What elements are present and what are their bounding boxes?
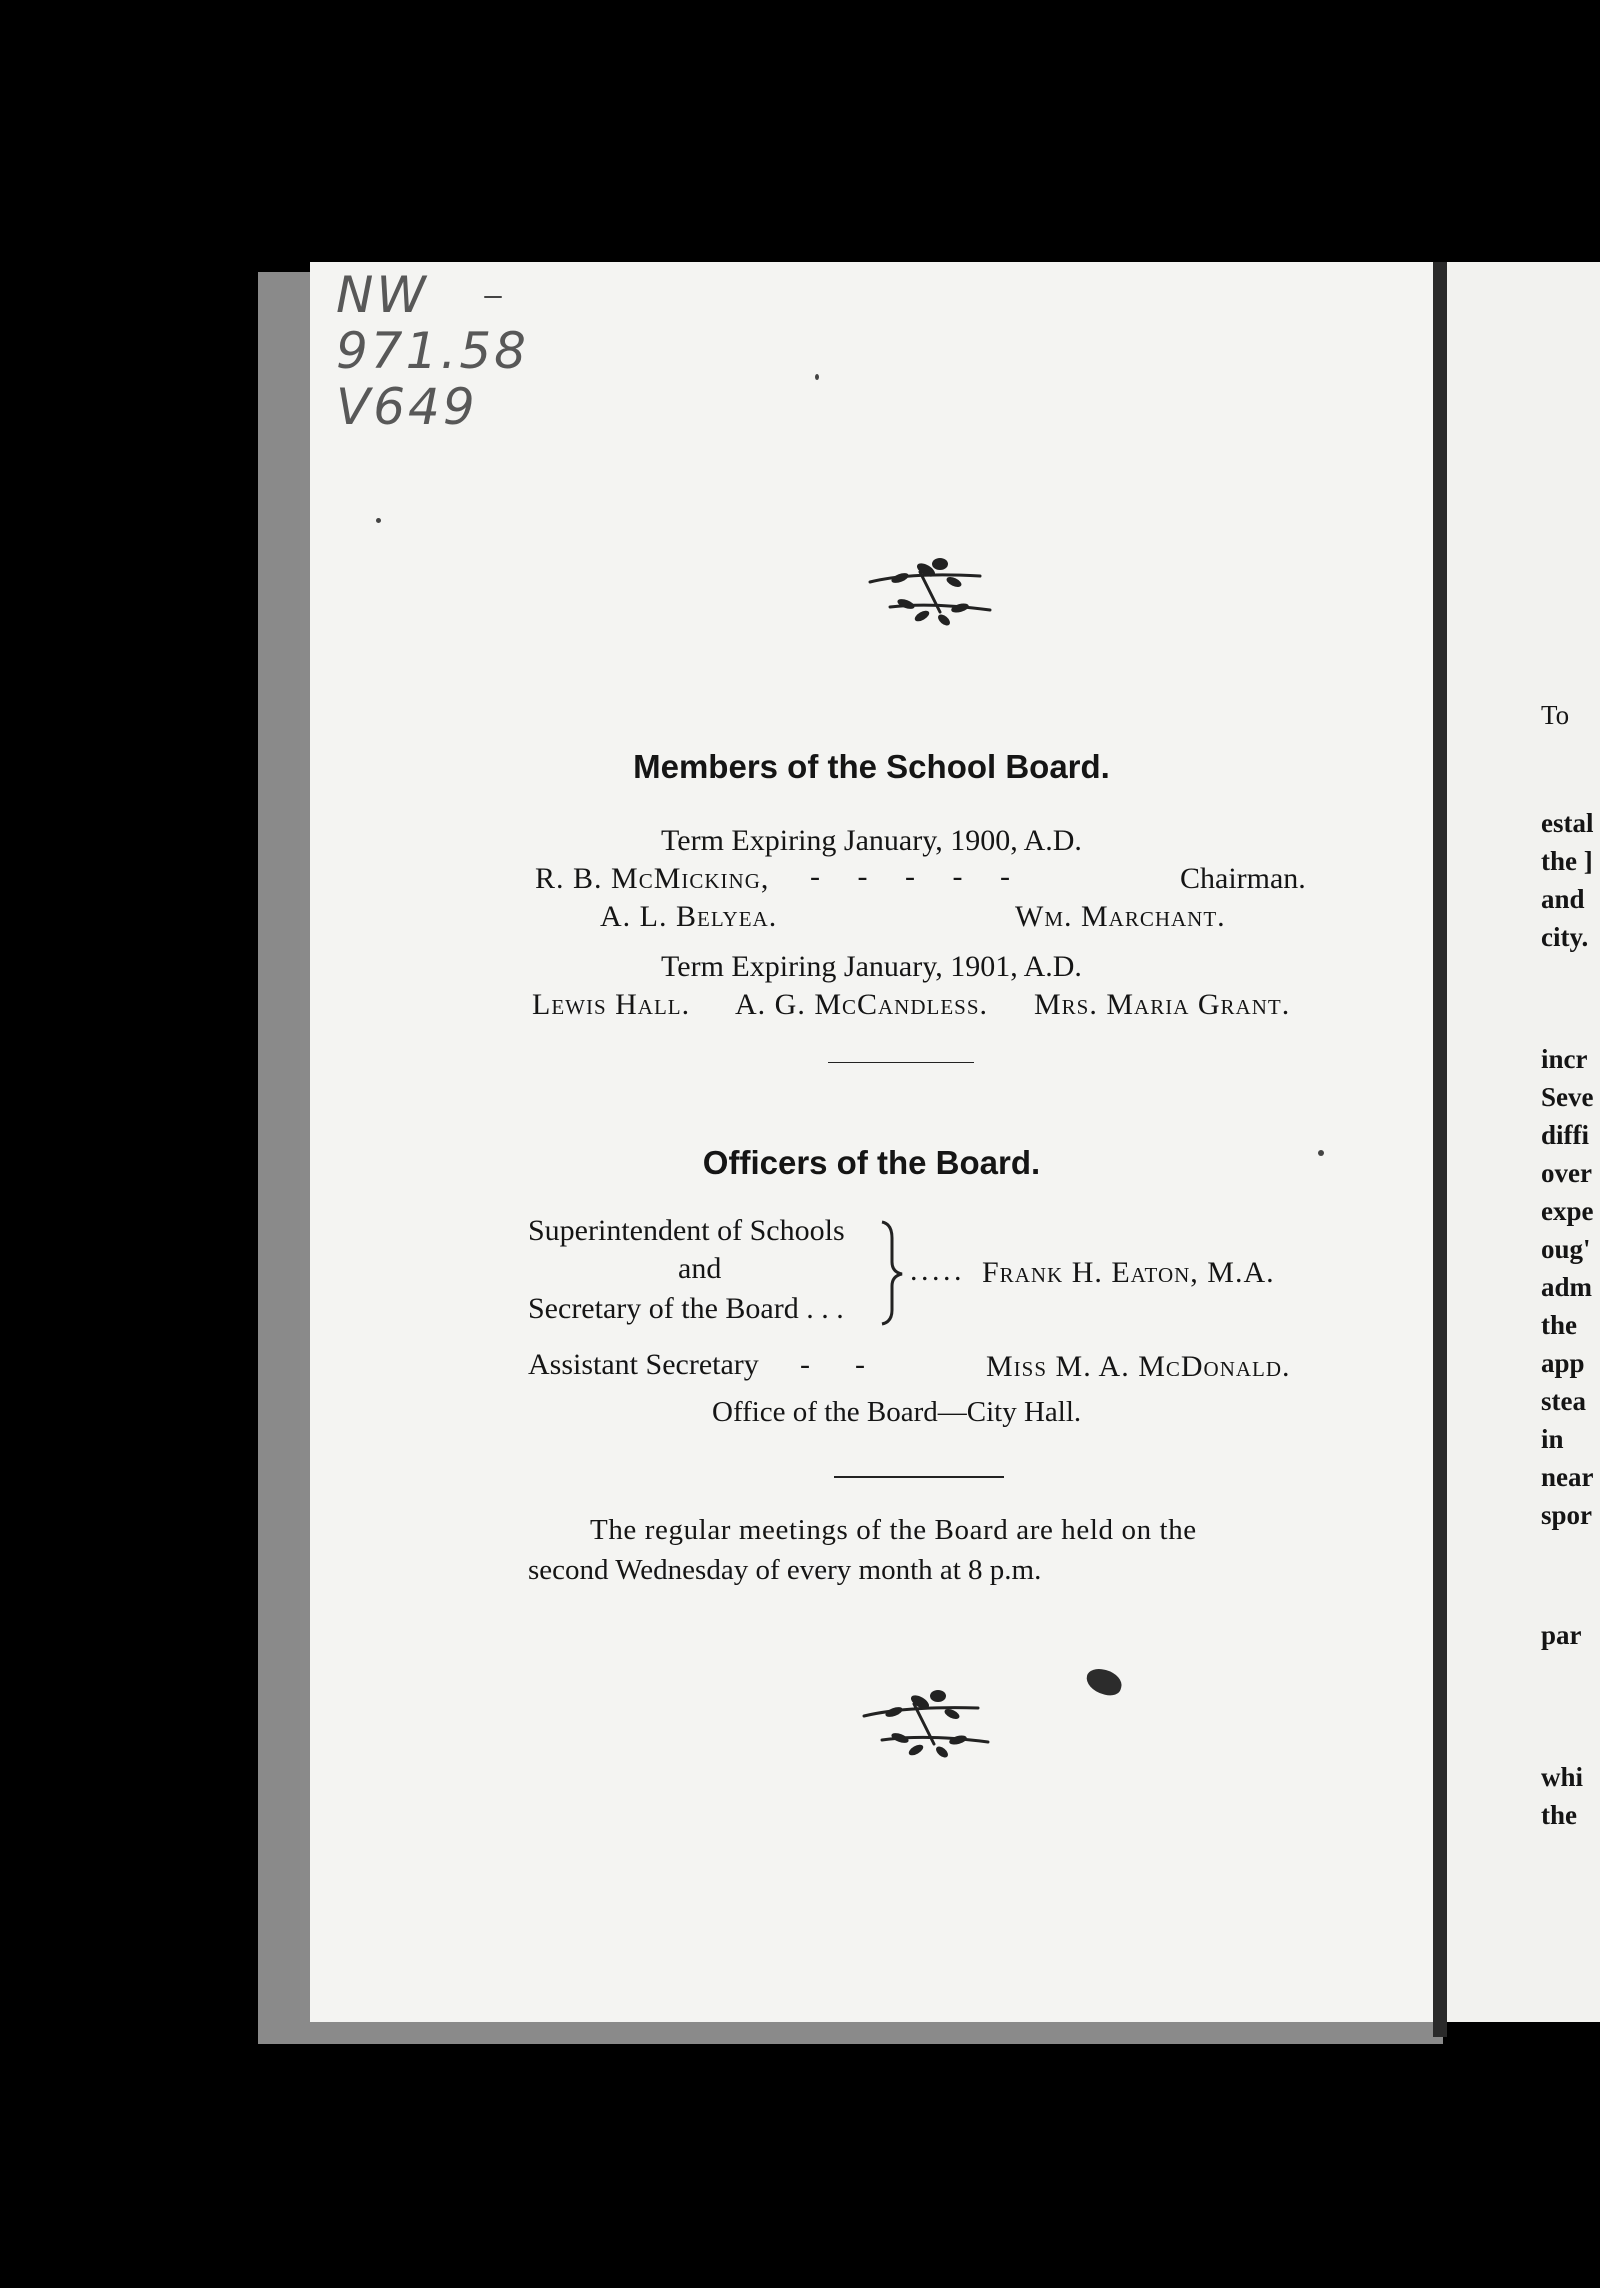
call-number-line: V649 [336, 378, 478, 436]
term-1901-label: Term Expiring January, 1901, A.D. [661, 950, 1082, 983]
meetings-paragraph [528, 1510, 1428, 1590]
fragment-text: whi [1541, 1762, 1584, 1792]
ink-speck [484, 296, 502, 298]
floral-ornament-top [860, 552, 1000, 632]
fragment-text: diffi [1541, 1120, 1590, 1150]
page-fold [1433, 262, 1447, 2037]
member-mccandless: A. G. McCandless. [735, 988, 989, 1021]
right-page-fragment [1447, 262, 1600, 2022]
call-number-line: NW [336, 266, 429, 324]
fragment-text: incr [1541, 1044, 1588, 1074]
fragment-text: the [1541, 1310, 1577, 1340]
superintendent-title: Superintendent of Schools [528, 1214, 845, 1247]
fragment-text: adm [1541, 1272, 1593, 1302]
handwritten-call-number [336, 268, 576, 436]
officers-heading: Officers of the Board. [702, 1144, 1041, 1181]
fragment-text: par [1541, 1620, 1582, 1650]
assistant-secretary-name: Miss M. A. McDonald. [986, 1350, 1291, 1383]
superintendent-name: Frank H. Eaton, M.A. [982, 1256, 1275, 1289]
member-grant: Mrs. Maria Grant. [1034, 988, 1291, 1021]
floral-ornament-bottom-icon [856, 1682, 996, 1762]
assistant-secretary-dashes: - - [800, 1348, 865, 1381]
member-belyea: A. L. Belyea. [600, 900, 778, 933]
chairman-dashes: - - - - - [810, 860, 1010, 893]
assistant-secretary-title: Assistant Secretary [528, 1348, 759, 1381]
chairman-name: R. B. McMicking, [535, 862, 770, 895]
fragment-text: over [1541, 1158, 1592, 1188]
fragment-text: and [1541, 884, 1585, 914]
superintendent-leader: . . . . . [910, 1254, 960, 1287]
floral-ornament-bottom [856, 1682, 996, 1762]
superintendent-and: and [678, 1252, 722, 1285]
meetings-line-2: second Wednesday of every month at 8 p.m. [528, 1554, 1042, 1586]
fragment-text: spor [1541, 1500, 1593, 1530]
fragment-text: the [1541, 1800, 1577, 1830]
floral-ornament-top-icon [860, 552, 1000, 632]
fragment-text: app [1541, 1348, 1585, 1378]
ink-speck [815, 374, 819, 380]
fragment-text: oug' [1541, 1234, 1591, 1264]
fragment-text: in [1541, 1424, 1564, 1454]
call-number-line: 971.58 [336, 322, 529, 380]
fragment-text: estal [1541, 808, 1594, 838]
left-page [310, 262, 1433, 2022]
fragment-text: city. [1541, 922, 1589, 952]
members-heading: Members of the School Board. [633, 748, 1110, 785]
fragment-text: the ] [1541, 846, 1593, 876]
section-divider-2 [834, 1476, 1004, 1478]
ink-speck [1318, 1150, 1324, 1156]
meetings-line-1: The regular meetings of the Board are held on the [590, 1514, 1197, 1546]
member-hall: Lewis Hall. [532, 988, 691, 1021]
fragment-text: To [1541, 700, 1570, 730]
fragment-text: Seve [1541, 1082, 1594, 1112]
fragment-text: near [1541, 1462, 1594, 1492]
section-divider-1 [828, 1062, 974, 1063]
right-brace-icon [878, 1218, 908, 1328]
member-marchant: Wm. Marchant. [1015, 900, 1226, 933]
board-secretary-title: Secretary of the Board . . . [528, 1292, 844, 1325]
term-1900-label: Term Expiring January, 1900, A.D. [661, 824, 1082, 857]
board-office-location: Office of the Board—City Hall. [712, 1396, 1082, 1428]
fragment-text: stea [1541, 1386, 1586, 1416]
ink-speck [376, 518, 381, 523]
chairman-role: Chairman. [1180, 862, 1306, 895]
ink-blot [1084, 1666, 1125, 1698]
fragment-text: expe [1541, 1196, 1594, 1226]
